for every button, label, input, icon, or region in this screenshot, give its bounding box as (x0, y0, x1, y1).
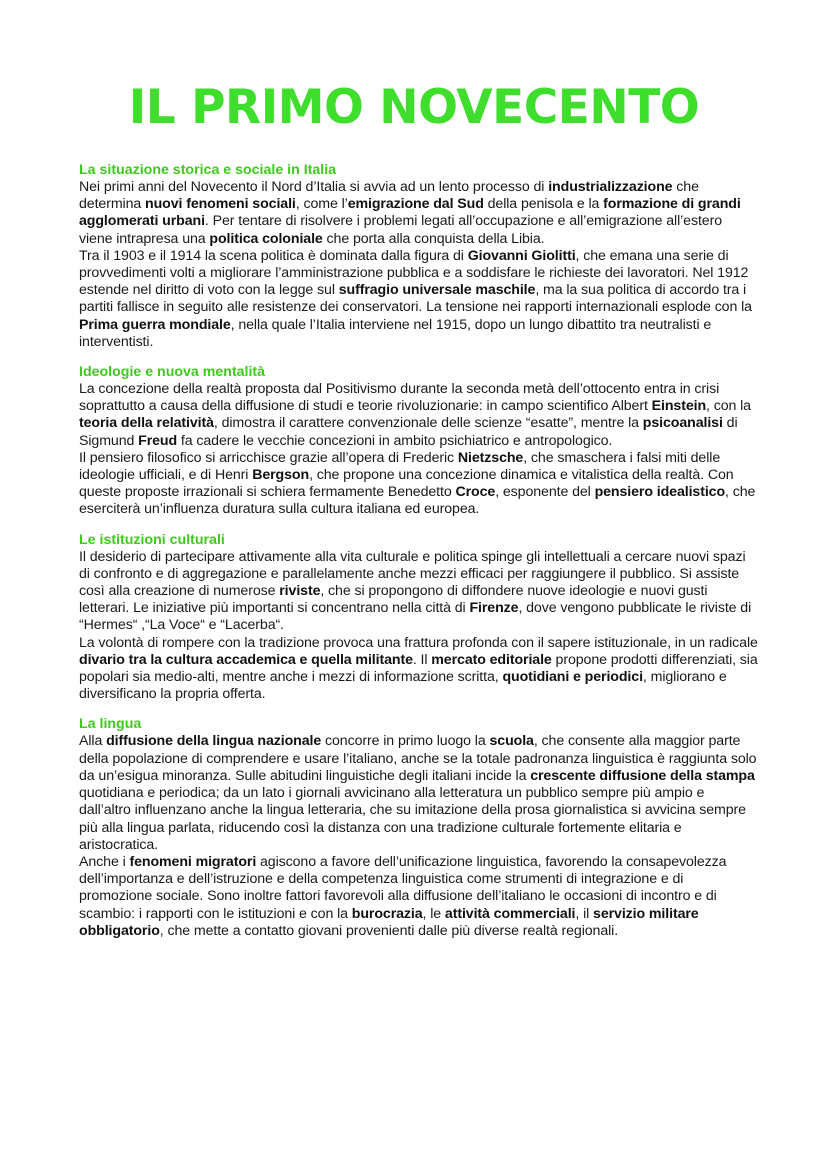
bold-term: Bergson (252, 467, 310, 484)
paragraph (79, 381, 759, 450)
text-run: , che emana una serie di provvedimenti volti a migliorare l’amministrazione pubblica e a soddisfare le richieste dei lavoratori. Nel 1912 estende nel diritto di voto con la legge sul (79, 247, 749, 299)
text-run: , esponente del (495, 484, 595, 501)
section (79, 364, 759, 519)
bold-term: Freud (138, 432, 178, 449)
text-run: Nei primi anni del Novecento il Nord d’Italia si avvia ad un lento processo di (79, 179, 549, 195)
text-run: fa cadere le vecchie concezioni in ambito psichiatrico e antropologico. (177, 432, 613, 449)
text-run: propone prodotti differenziati, sia popolari sia medio-alti, mentre anche i mezzi di informazione scritta, (79, 651, 758, 686)
bold-term: scuola (489, 733, 534, 750)
text-run: , che eserciterà un’influenza duratura sulla cultura italiana ed europea. (79, 484, 756, 518)
bold-term: Firenze (469, 600, 519, 617)
page-title: IL PRIMO NOVECENTO (128, 80, 700, 135)
text-run: La volontà di rompere con la tradizione provoca una frattura profonda con il sapere istituzionale, in un radicale (79, 634, 758, 651)
bold-term: teoria della relatività (79, 415, 214, 432)
bold-term: diffusione della lingua nazionale (106, 733, 322, 750)
paragraph (79, 635, 759, 704)
text-run: , che propone una concezione dinamica e vitalistica della realtà. Con queste proposte irrazionali si schiera fermamente Benedetto (79, 467, 734, 501)
text-run: . Per tentare di risolvere i problemi legati all’occupazione e all’emigrazione all’estero viene intrapresa una (79, 213, 723, 247)
text-run: , che si propongono di diffondere nuove ideologie e nuovi gusti letterari. Le iniziative più importanti si concentrano nella città di (79, 583, 708, 617)
bold-term: nuovi fenomeni sociali (145, 196, 296, 213)
bold-term: Prima guerra mondiale (79, 316, 231, 333)
paragraph (79, 179, 759, 248)
text-run: , che smaschera i falsi miti delle ideologie ufficiali, e di Henri (79, 449, 721, 484)
text-run: Anche i (79, 853, 130, 870)
section-heading: La lingua (79, 716, 142, 733)
text-run: Il pensiero filosofico si arricchisce grazie all’opera di Frederic (79, 449, 458, 466)
document-body (79, 162, 759, 953)
text-run: , dimostra il carattere convenzionale delle scienze “esatte”, mentre la (213, 415, 643, 432)
bold-term: pensiero idealistico (594, 484, 726, 501)
text-run: . Il (412, 651, 432, 668)
bold-term: divario tra la cultura accademica e quella militante (79, 651, 413, 668)
section (79, 716, 759, 939)
bold-term: industrializzazione (548, 179, 673, 195)
paragraph (79, 549, 759, 635)
section (79, 162, 759, 351)
section (79, 532, 759, 704)
bold-term: Einstein (651, 398, 707, 415)
text-run: , il (575, 905, 594, 922)
bold-term: politica coloniale (209, 230, 323, 247)
section-heading: Ideologie e nuova mentalità (79, 364, 266, 381)
paragraph (79, 733, 759, 853)
bold-term: attività commerciali (444, 905, 576, 922)
text-run: Alla (79, 733, 107, 750)
paragraph (79, 450, 759, 519)
paragraph (79, 248, 759, 351)
bold-term: quotidiani e periodici (502, 669, 643, 686)
bold-term: burocrazia (351, 905, 423, 922)
bold-term: mercato editoriale (431, 651, 552, 668)
text-run: , con la (706, 398, 751, 415)
bold-term: Croce (455, 484, 496, 501)
text-run: che porta alla conquista della Libia. (322, 230, 545, 247)
text-run: Il desiderio di partecipare attivamente alla vita culturale e politica spinge gli intellettuali a cercare nuovi spazi di confronto e di aggregazione e parallelamente anche mezzi efficaci per raggiungere il pubblico. Si assiste così alla creazione di numerose (79, 548, 746, 600)
bold-term: Giovanni Giolitti (467, 247, 576, 264)
bold-term: formazione di grandi agglomerati urbani (79, 196, 741, 230)
text-run: della penisola e la (483, 196, 604, 213)
text-run: quotidiana e periodica; da un lato i giornali avvicinano alla letteratura un pubblico sempre più ampio e dall’altro influenzano anche la lingua letteraria, che su imitazione della prosa giornalistica si avvicina sempre più alla lingua parlata, riducendo così la distanza con una tradizione culturale fortemente elitaria e aristocratica. (79, 785, 746, 853)
text-run: , che consente alla maggior parte della popolazione di comprendere e usare l’italiano, anche se la totale padronanza linguistica è raggiunta solo da un’esigua minoranza. Sulle abitudini linguistiche degli italiani incide la (79, 733, 757, 784)
text-run: agiscono a favore dell’unificazione linguistica, favorendo la consapevolezza dell’importanza e dell’istruzione e della competenza linguistica come strumenti di integrazione e di promozione sociale. Sono inoltre fattori favorevoli alla diffusione dell’italiano le occasioni di incontro e di scambio: i rapporti con le istituzioni e con la (79, 853, 727, 922)
text-run: , dove vengono pubblicate le riviste di “Hermes“ ,“La Voce“ e “Lacerba“. (79, 600, 752, 634)
bold-term: emigrazione dal Sud (347, 196, 484, 213)
bold-term: suffragio universale maschile (338, 282, 536, 299)
text-run: che determina (79, 179, 699, 213)
text-run: , ma la sua politica di accordo tra i partiti fallisce in seguito alle resistenze dei conservatori. La tensione nei rapporti internazionali esplode con la (79, 282, 752, 316)
bold-term: crescente diffusione della stampa (530, 767, 755, 784)
text-run: La concezione della realtà proposta dal Positivismo durante la seconda metà dell’ottocento entra in crisi soprattutto a causa della diffusione di studi e teorie rivoluzionarie: in campo scientifico Albert (79, 381, 720, 415)
text-run: , migliorano e diversificano la propria offerta. (79, 669, 727, 703)
bold-term: servizio militare obbligatorio (79, 905, 699, 939)
paragraph (79, 854, 759, 940)
section-heading: Le istituzioni culturali (79, 531, 225, 548)
text-run: , nella quale l’Italia interviene nel 1915, dopo un lungo dibattito tra neutralisti e interventisti. (79, 316, 712, 350)
section-heading: La situazione storica e sociale in Italia (79, 162, 337, 178)
text-run: , che mette a contatto giovani provenienti dalle più diverse realtà regionali. (159, 922, 619, 939)
bold-term: fenomeni migratori (129, 853, 257, 870)
text-run: di Sigmund (79, 415, 738, 449)
text-run: , le (422, 905, 445, 922)
text-run: concorre in primo luogo la (321, 733, 490, 750)
bold-term: riviste (279, 583, 321, 600)
text-run: Tra il 1903 e il 1914 la scena politica è dominata dalla figura di (79, 247, 468, 264)
bold-term: psicoanalisi (642, 415, 723, 432)
text-run: , come l’ (295, 196, 348, 213)
bold-term: Nietzsche (457, 449, 524, 466)
